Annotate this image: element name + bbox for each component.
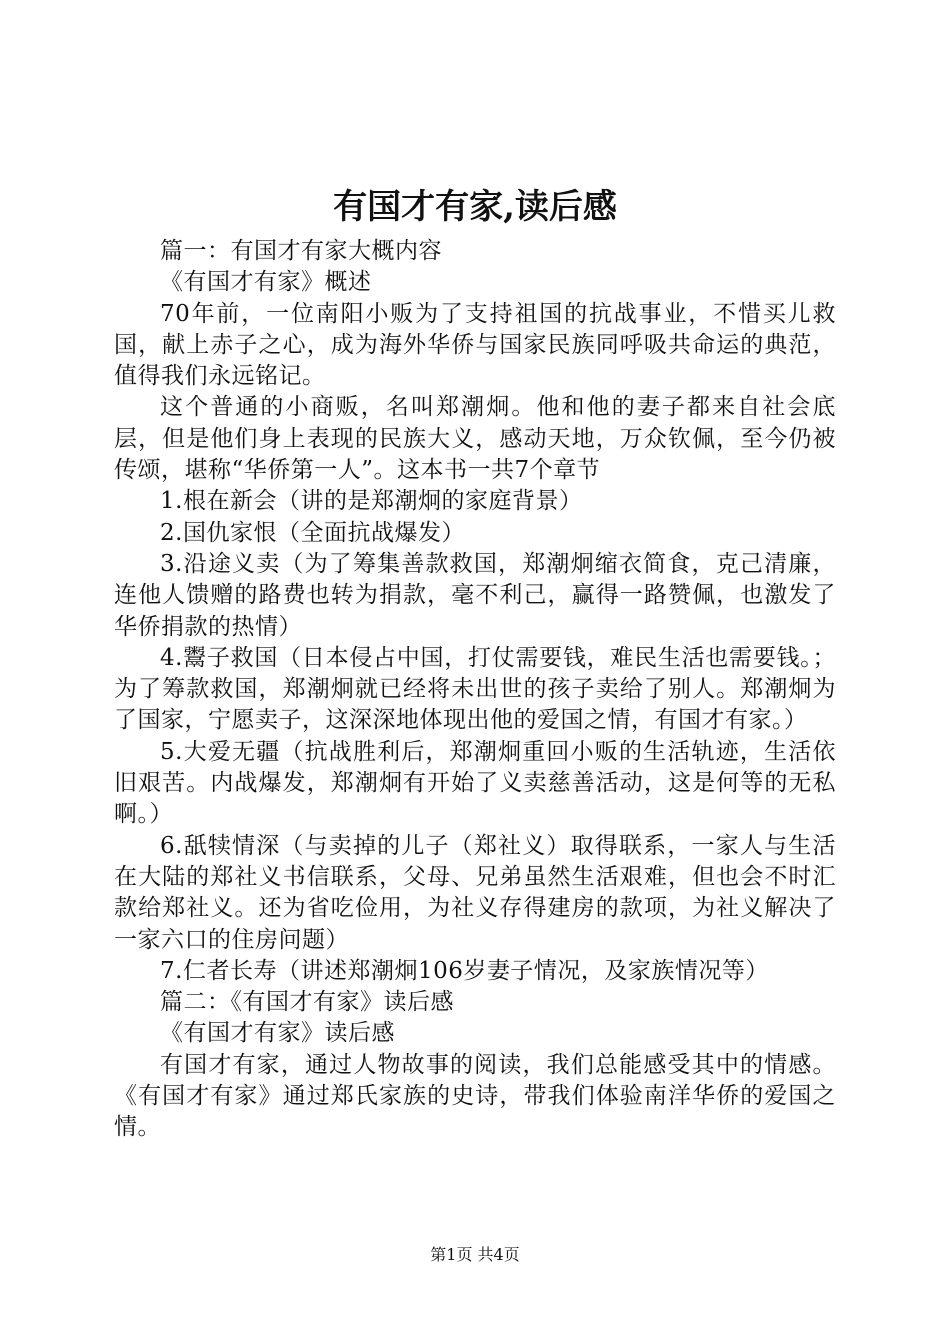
- chapter-item-1: 1.根在新会（讲的是郑潮炯的家庭背景）: [160, 488, 583, 515]
- subheading-review: 《有国才有家》读后感: [160, 1020, 395, 1047]
- chapter-item-7: 7.仁者长寿（讲述郑潮炯106岁妻子情况，及家族情况等）: [160, 957, 769, 984]
- chapter-item-5: 5.大爱无疆（抗战胜利后，郑潮炯重回小贩的生活轨迹，生活依旧艰苦。内战爆发，郑潮炯有开始了义卖慈善活动，这是何等的无私啊。）: [114, 738, 836, 828]
- page-number-footer: 第1页 共4页: [430, 1245, 520, 1264]
- document-body: [114, 236, 836, 1144]
- section-heading-2: 篇二：《有国才有家》读后感: [160, 989, 454, 1016]
- paragraph: 这个普通的小商贩，名叫郑潮炯。他和他的妻子都来自社会底层，但是他们身上表现的民族大义，感动天地，万众钦佩，至今仍被传颂，堪称“华侨第一人”。这本书一共7个章节: [114, 394, 836, 484]
- subheading-overview: 《有国才有家》概述: [160, 269, 372, 296]
- section-heading-1: 篇一：有国才有家大概内容: [160, 238, 442, 264]
- chapter-item-4: 4.鬻子救国（日本侵占中国，打仗需要钱，难民生活也需要钱。；为了筹款救国，郑潮炯就已经将未出世的孩子卖给了别人。郑潮炯为了国家，宁愿卖子，这深深地体现出他的爱国之情，有国才有家。）: [114, 644, 836, 734]
- chapter-item-3: 3.沿途义卖（为了筹集善款救国，郑潮炯缩衣简食，克己清廉，连他人馈赠的路费也转为捐款，毫不利己，赢得一路赞佩，也激发了华侨捐款的热情）: [114, 550, 836, 640]
- paragraph: 有国才有家，通过人物故事的阅读，我们总能感受其中的情感。《有国才有家》通过郑氏家族的史诗，带我们体验南洋华侨的爱国之情。: [114, 1051, 836, 1141]
- chapter-item-2: 2.国仇家恨（全面抗战爆发）: [160, 519, 465, 546]
- paragraph: 70年前，一位南阳小贩为了支持祖国的抗战事业，不惜买儿救国，献上赤子之心，成为海外华侨与国家民族同呼吸共命运的典范，值得我们永远铭记。: [114, 300, 836, 390]
- chapter-item-6: 6.舐犊情深（与卖掉的儿子（郑社义）取得联系，一家人与生活在大陆的郑社义书信联系，父母、兄弟虽然生活艰难，但也会不时汇款给郑社义。还为省吃俭用，为社义存得建房的款项，为社义解决了一家六口的住房问题）: [114, 832, 836, 953]
- document-title: 有国才有家,读后感: [333, 187, 617, 227]
